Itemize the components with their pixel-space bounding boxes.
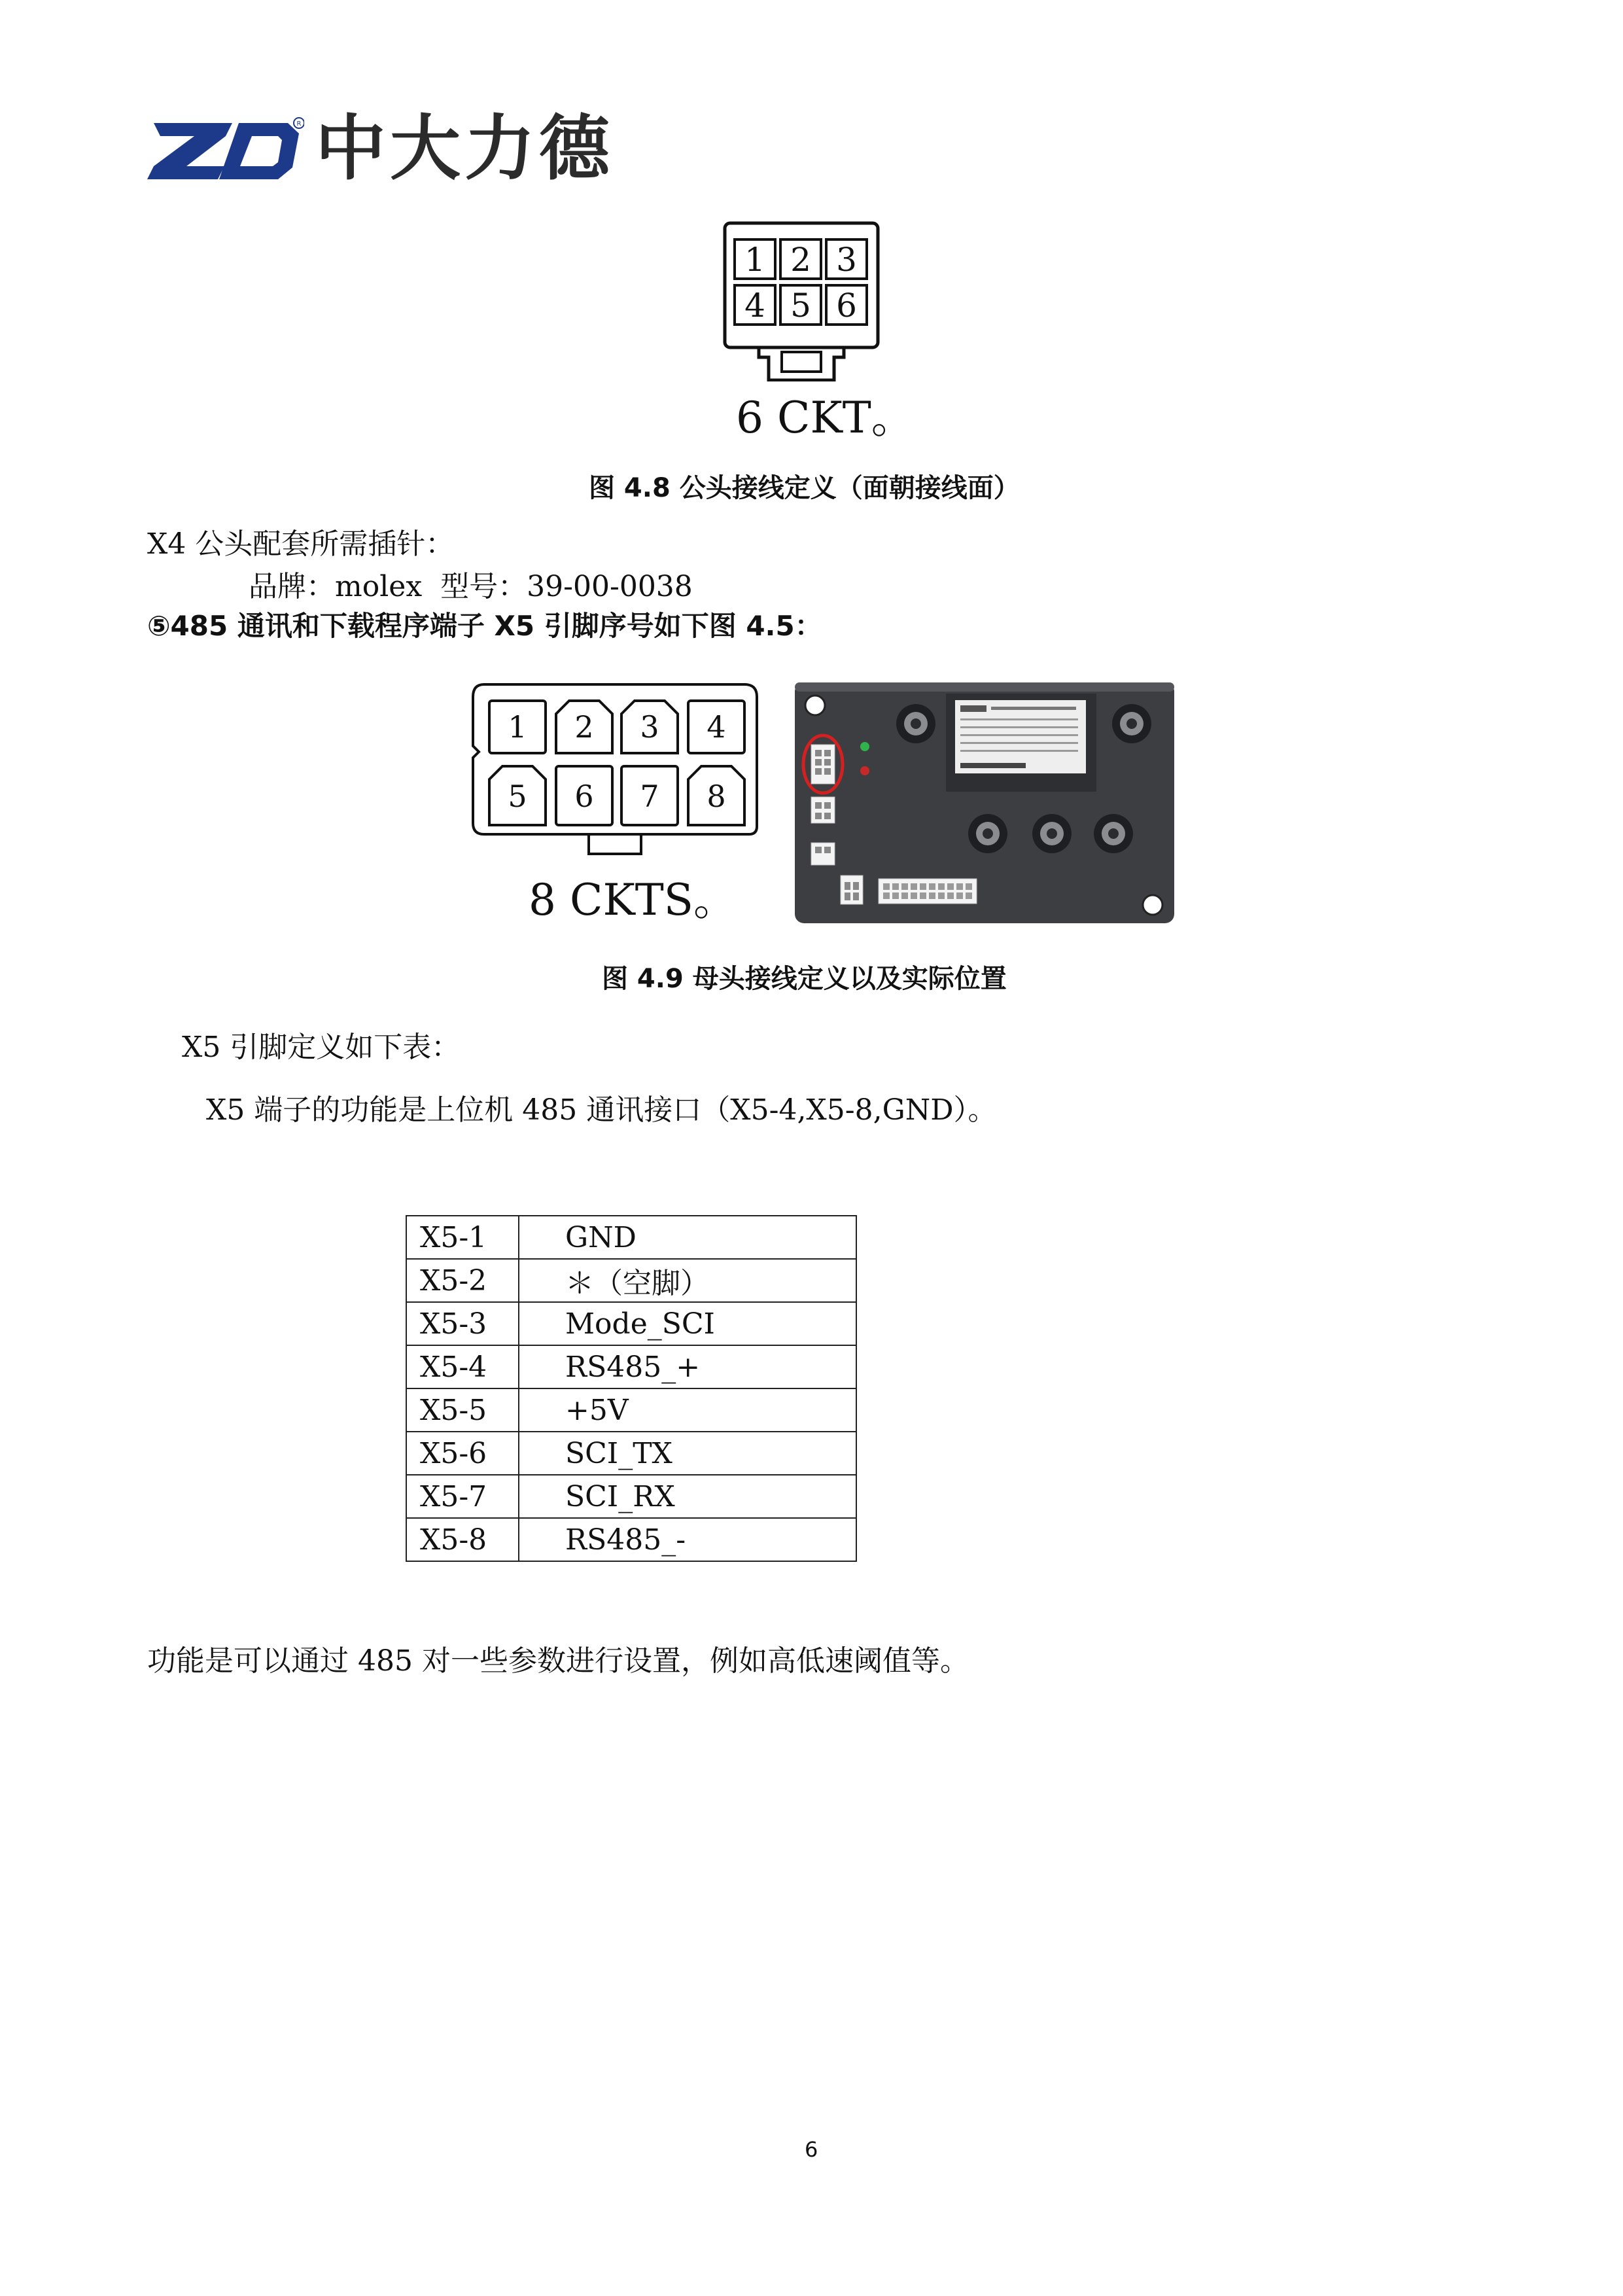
pin-id: X5-5 bbox=[406, 1388, 519, 1432]
connector-ckt-label: 8 CKTS。 bbox=[529, 875, 737, 925]
pin-label: 1 bbox=[744, 241, 765, 279]
company-name: 中大力德 bbox=[315, 108, 614, 190]
table-row bbox=[406, 1432, 856, 1475]
pin-signal: +5V bbox=[519, 1388, 856, 1432]
pin-id: X5-3 bbox=[406, 1302, 519, 1345]
pin-label: 3 bbox=[640, 709, 659, 745]
footer-note: 功能是可以通过 485 对一些参数进行设置，例如高低速阈值等。 bbox=[147, 1644, 969, 1678]
x4-heading: X4 公头配套所需插针： bbox=[147, 527, 455, 561]
pin-signal: ＊（空脚） bbox=[519, 1259, 856, 1302]
pin-label: 5 bbox=[790, 287, 811, 325]
pin-id: X5-6 bbox=[406, 1432, 519, 1475]
pin-signal: SCI_TX bbox=[519, 1432, 856, 1475]
table-row bbox=[406, 1388, 856, 1432]
table-row bbox=[406, 1518, 856, 1561]
table-row bbox=[406, 1345, 856, 1388]
pin-id: X5-8 bbox=[406, 1518, 519, 1561]
pin-label: 6 bbox=[574, 779, 594, 814]
company-logo-icon bbox=[147, 115, 304, 187]
pin-id: X5-1 bbox=[406, 1216, 519, 1259]
table-row bbox=[406, 1302, 856, 1345]
table-row bbox=[406, 1216, 856, 1259]
eight-pin-connector-diagram bbox=[471, 682, 759, 859]
pin-label: 4 bbox=[744, 287, 765, 325]
pin-label: 3 bbox=[836, 241, 857, 279]
pin-signal: RS485_- bbox=[519, 1518, 856, 1561]
connector-ckt-label: 6 CKT。 bbox=[736, 393, 915, 443]
figure-caption: 图 4.9 母头接线定义以及实际位置 bbox=[602, 964, 1007, 994]
pin-label: 2 bbox=[574, 709, 594, 745]
six-pin-connector-diagram bbox=[723, 221, 880, 381]
controller-photo bbox=[792, 679, 1178, 927]
x5-function-desc: X5 端子的功能是上位机 485 通讯接口（X5-4,X5-8,GND）。 bbox=[206, 1093, 997, 1127]
pin-id: X5-7 bbox=[406, 1475, 519, 1518]
pin-id: X5-4 bbox=[406, 1345, 519, 1388]
pin-label: 7 bbox=[640, 779, 659, 814]
table-row bbox=[406, 1475, 856, 1518]
pin-label: 6 bbox=[836, 287, 857, 325]
pin-label: 8 bbox=[707, 779, 726, 814]
svg-text:R: R bbox=[296, 120, 302, 128]
figure-caption: 图 4.8 公头接线定义（面朝接线面） bbox=[589, 473, 1020, 503]
pin-label: 4 bbox=[707, 709, 726, 745]
pin-signal: SCI_RX bbox=[519, 1475, 856, 1518]
pin-signal: GND bbox=[519, 1216, 856, 1259]
x5-intro: X5 引脚定义如下表： bbox=[182, 1031, 461, 1064]
x5-pin-table bbox=[406, 1215, 857, 1562]
pin-label: 5 bbox=[508, 779, 527, 814]
pin-id: X5-2 bbox=[406, 1259, 519, 1302]
pin-label: 2 bbox=[790, 241, 811, 279]
pin-signal: RS485_+ bbox=[519, 1345, 856, 1388]
section-title: ⑤485 通讯和下载程序端子 X5 引脚序号如下图 4.5： bbox=[147, 610, 822, 642]
x4-brand-model: 品牌：molex 型号：39-00-0038 bbox=[249, 570, 693, 603]
pin-label: 1 bbox=[508, 709, 527, 745]
pin-signal: Mode_SCI bbox=[519, 1302, 856, 1345]
table-row bbox=[406, 1259, 856, 1302]
page-number: 6 bbox=[805, 2137, 818, 2162]
